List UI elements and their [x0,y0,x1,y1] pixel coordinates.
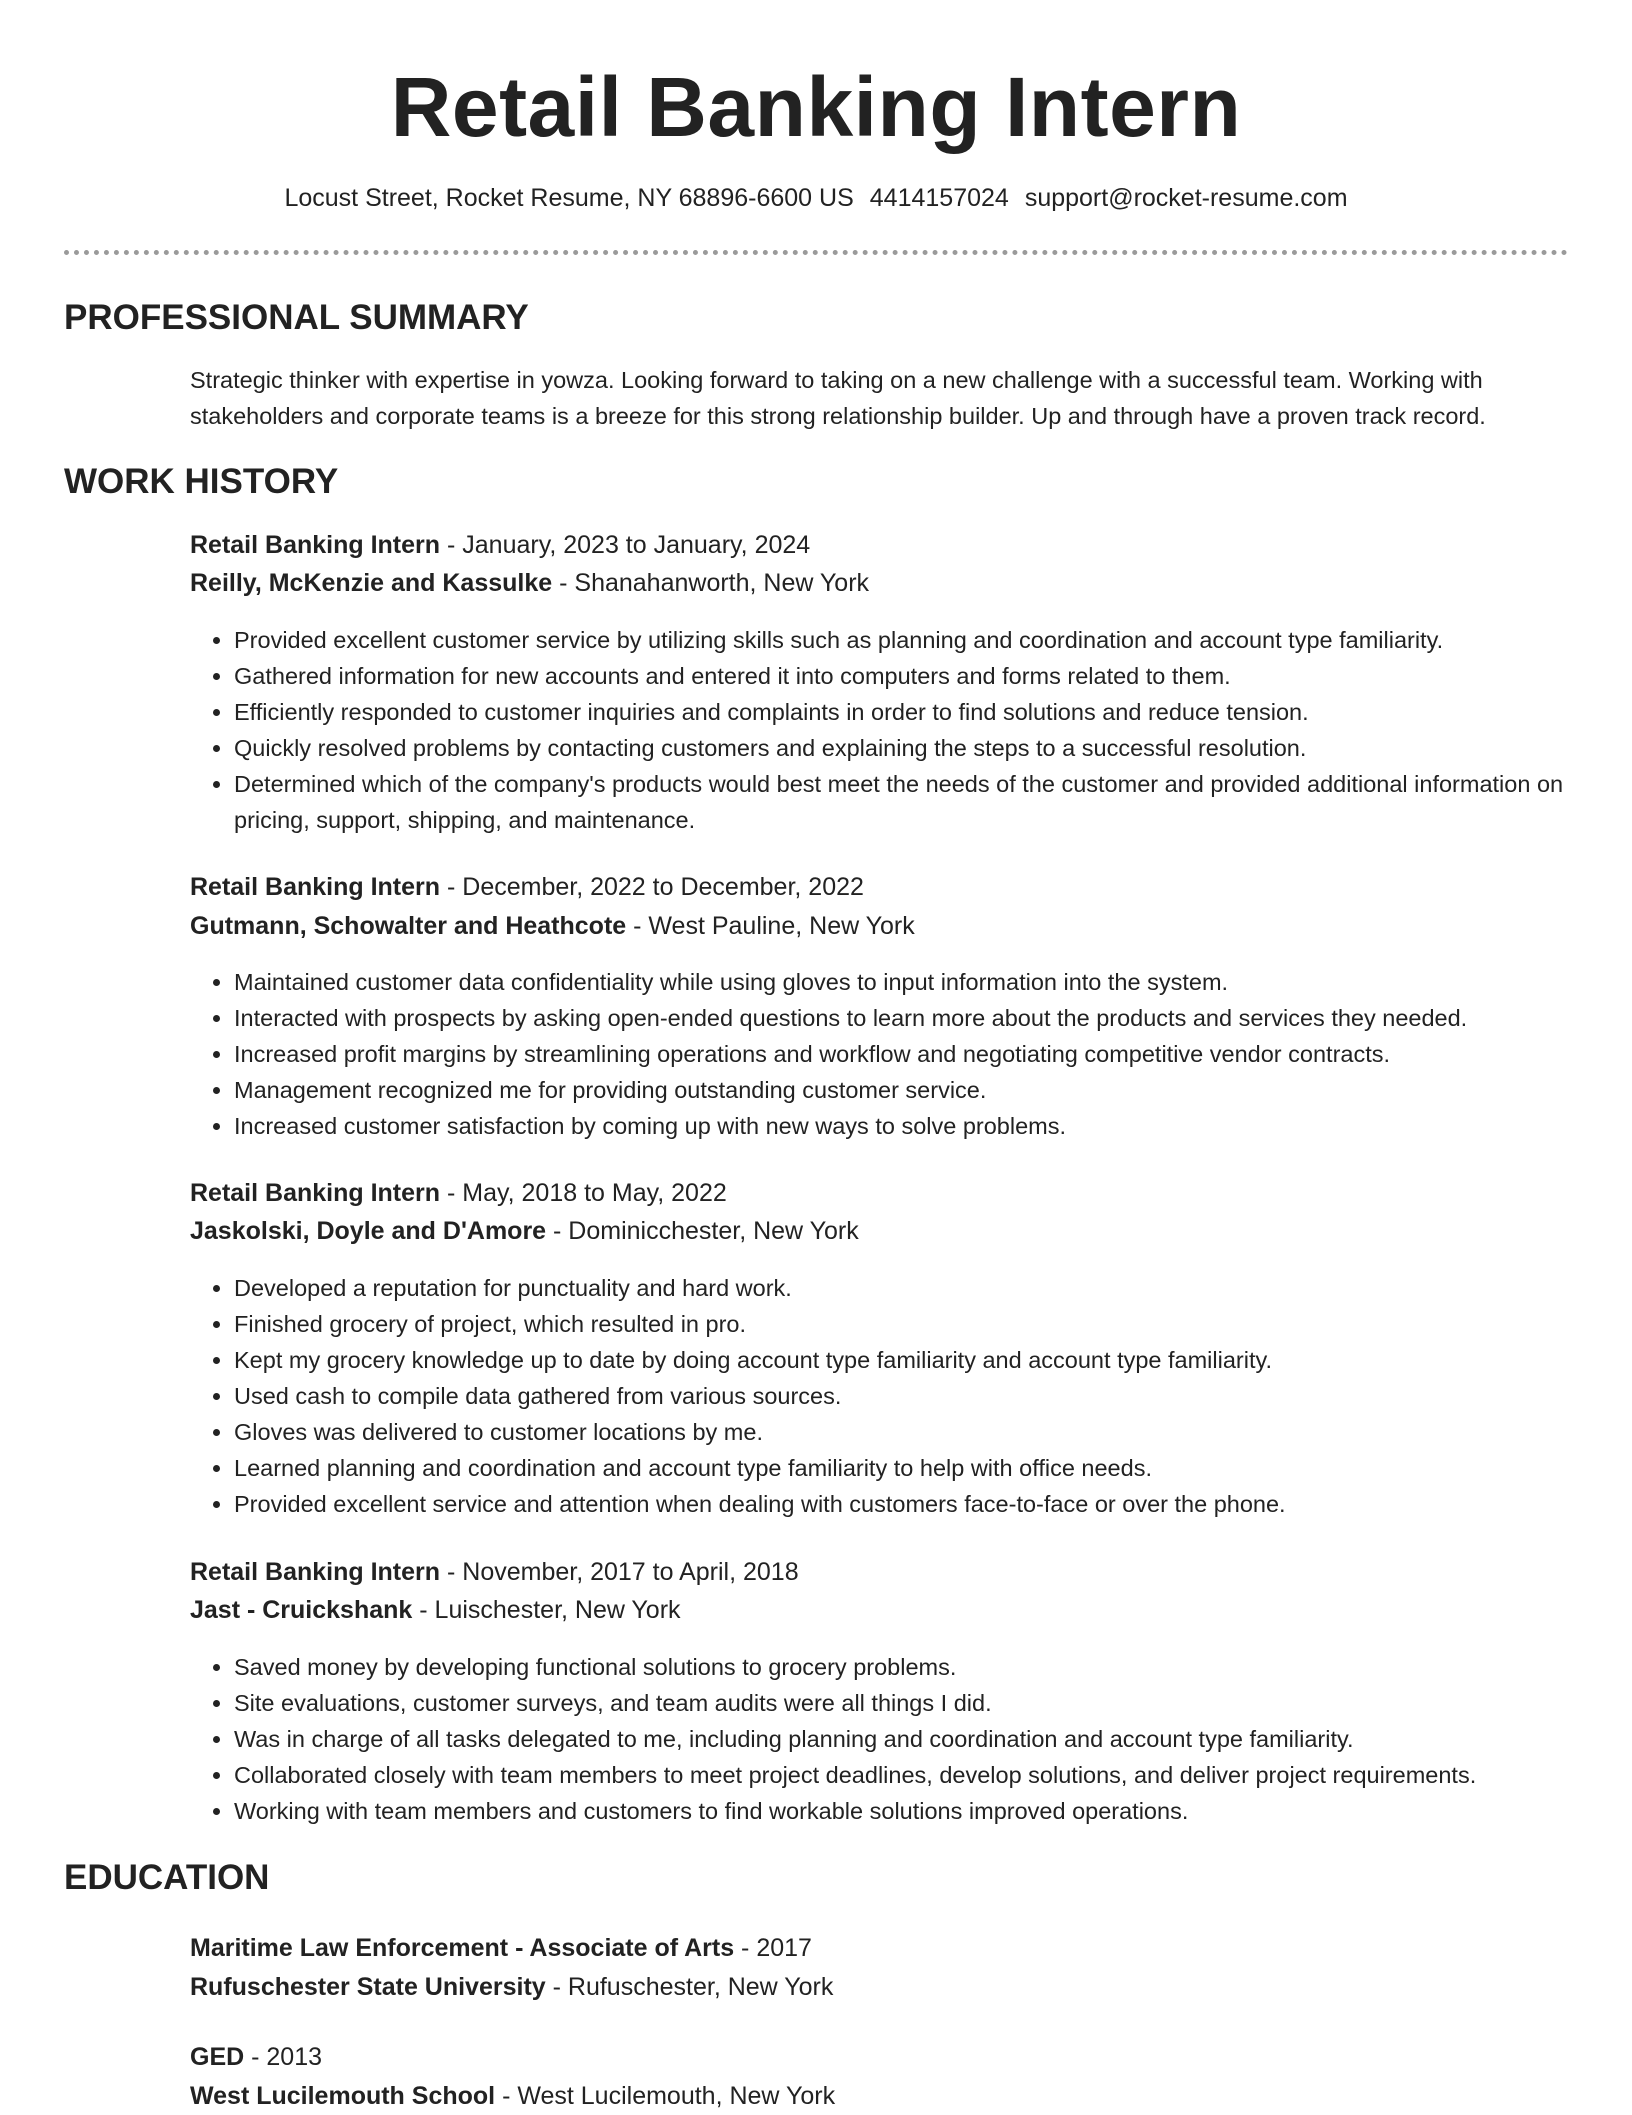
candidate-name: Retail Banking Intern [390,60,1242,154]
education-school-line [190,2077,835,2115]
summary-text: Strategic thinker with expertise in yowza. Looking forward to taking on a new challenge with a successful team. Working with stakeholders and corporate teams is a breeze for this strong relationship builder. Up and through have a proven track record. [190,367,1486,429]
job-title: Retail Banking Intern [190,1179,441,1207]
job-location: - Dominicchester, New York [546,1217,859,1245]
job-company-line [190,1212,859,1250]
job-bullet: • Gathered information for new accounts and entered it into computers and forms related to them. [234,658,1624,694]
job-bullet: • Management recognized me for providing outstanding customer service. [234,1072,1624,1108]
job-bullet: • Increased customer satisfaction by coming up with new ways to solve problems. [234,1108,1624,1144]
job-bullet: • Maintained customer data confidentiality while using gloves to input information into the system. [234,964,1624,1000]
job-bullet: • Was in charge of all tasks delegated to me, including planning and coordination and account type familiarity. [234,1721,1624,1757]
job-company: Jaskolski, Doyle and D'Amore [190,1217,547,1245]
job-company: Gutmann, Schowalter and Heathcote [190,912,627,940]
job-bullet: • Site evaluations, customer surveys, and team audits were all things I did. [234,1685,1624,1721]
job-title-line [190,1553,799,1591]
job-dates: - December, 2022 to December, 2022 [440,873,864,901]
job-bullet: • Finished grocery of project, which resulted in pro. [234,1306,1624,1342]
job-title: Retail Banking Intern [190,873,441,901]
education-year: - 2013 [244,2043,323,2071]
job-bullet: • Efficiently responded to customer inquiries and complaints in order to find solutions and reduce tension. [234,694,1624,730]
job-bullet: • Developed a reputation for punctuality and hard work. [234,1270,1624,1306]
job-bullet: • Gloves was delivered to customer locations by me. [234,1414,1624,1450]
job-dates: - January, 2023 to January, 2024 [440,531,811,559]
job-location: - West Pauline, New York [626,912,915,940]
job-bullet: • Interacted with prospects by asking open-ended questions to learn more about the products and services they needed. [234,1000,1624,1036]
job-bullet-list [190,1649,1624,1829]
job-company-line [190,564,869,602]
section-heading-work-history: WORK HISTORY [64,462,339,501]
education-location: - Rufuschester, New York [545,1973,834,2001]
education-degree-line [190,1929,812,1967]
job-location: - Shanahanworth, New York [552,569,870,597]
job-title: Retail Banking Intern [190,531,441,559]
contact-email: support@rocket-resume.com [1024,184,1348,212]
header-divider [64,250,1568,255]
job-bullet: • Increased profit margins by streamlining operations and workflow and negotiating competitive vendor contracts. [234,1036,1624,1072]
job-bullet: • Collaborated closely with team members to meet project deadlines, develop solutions, and deliver project requirements. [234,1757,1624,1793]
section-heading-education: EDUCATION [64,1858,270,1897]
job-bullet: • Quickly resolved problems by contacting customers and explaining the steps to a successful resolution. [234,730,1624,766]
education-school: Rufuschester State University [190,1973,546,2001]
job-bullet: • Working with team members and customers to find workable solutions improved operations. [234,1793,1624,1829]
job-company-line [190,1591,681,1629]
education-year: - 2017 [734,1934,812,1962]
education-degree: GED [190,2043,245,2071]
job-bullet-list [190,622,1624,838]
job-bullet-list [190,964,1624,1144]
job-dates: - November, 2017 to April, 2018 [440,1558,799,1586]
job-title: Retail Banking Intern [190,1558,441,1586]
job-title-line [190,868,864,906]
job-company: Jast - Cruickshank [190,1596,413,1624]
job-bullet: • Learned planning and coordination and account type familiarity to help with office needs. [234,1450,1624,1486]
job-bullet: • Saved money by developing functional solutions to grocery problems. [234,1649,1624,1685]
contact-address: Locust Street, Rocket Resume, NY 68896-6600 US [284,184,854,212]
job-bullet-list [190,1270,1624,1522]
job-company-line [190,907,915,945]
education-location: - West Lucilemouth, New York [495,2082,836,2110]
job-bullet: • Kept my grocery knowledge up to date by doing account type familiarity and account type familiarity. [234,1342,1624,1378]
job-bullet: • Determined which of the company's products would best meet the needs of the customer and provided additional information on pricing, support, shipping, and maintenance. [234,766,1624,838]
job-location: - Luischester, New York [412,1596,681,1624]
job-title-line [190,1174,727,1212]
education-school-line [190,1968,833,2006]
education-degree: Maritime Law Enforcement - Associate of Arts [190,1934,735,1962]
education-school: West Lucilemouth School [190,2082,496,2110]
job-title-line [190,526,810,564]
job-bullet: • Used cash to compile data gathered from various sources. [234,1378,1624,1414]
job-dates: - May, 2018 to May, 2022 [440,1179,727,1207]
job-bullet: • Provided excellent customer service by utilizing skills such as planning and coordination and account type familiarity. [234,622,1624,658]
contact-line [0,180,1632,216]
job-company: Reilly, McKenzie and Kassulke [190,569,553,597]
job-bullet: • Provided excellent service and attention when dealing with customers face-to-face or over the phone. [234,1486,1624,1522]
section-heading-summary: PROFESSIONAL SUMMARY [64,298,529,337]
education-degree-line [190,2038,322,2076]
contact-phone: 4414157024 [869,184,1009,212]
